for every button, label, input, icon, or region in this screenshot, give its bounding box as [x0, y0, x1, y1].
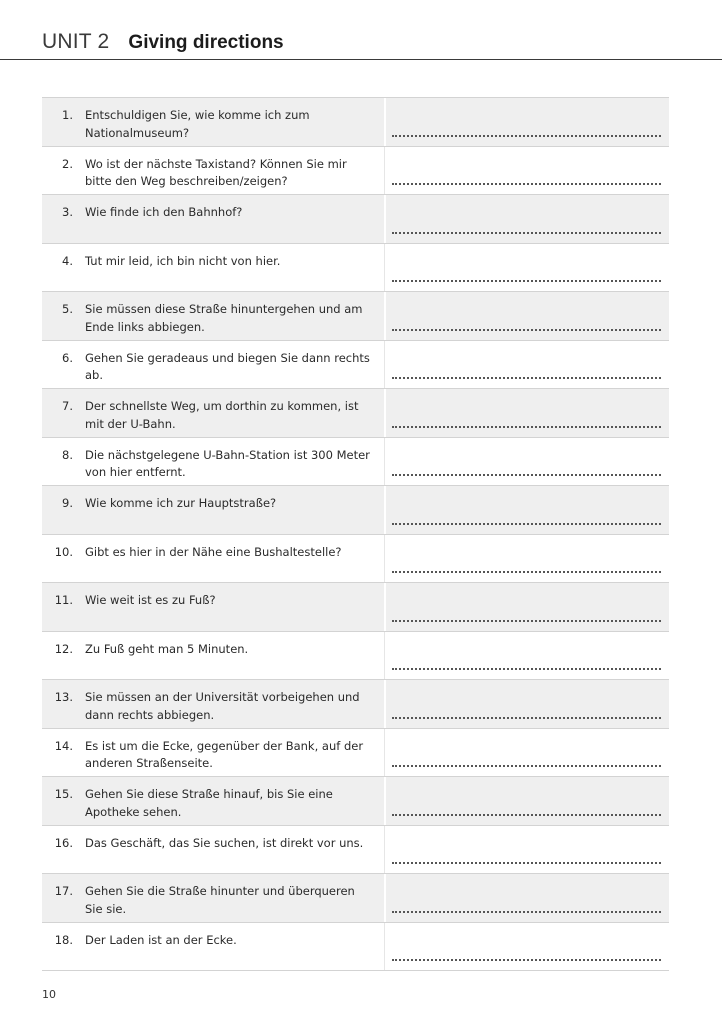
answer-line[interactable]	[392, 765, 661, 767]
column-divider	[384, 583, 386, 631]
exercise-number: 15.	[54, 787, 73, 801]
exercise-row	[42, 680, 669, 729]
exercise-row	[42, 244, 669, 293]
exercise-row	[42, 292, 669, 341]
exercise-row	[42, 874, 669, 923]
exercise-row	[42, 777, 669, 826]
exercise-sentence: Tut mir leid, ich bin nicht von hier.	[85, 253, 281, 268]
answer-line[interactable]	[392, 329, 661, 331]
exercise-number: 6.	[62, 350, 73, 365]
column-divider	[384, 195, 386, 243]
exercise-number: 7.	[62, 399, 73, 413]
exercise-number: 18.	[54, 932, 73, 947]
exercise-row	[42, 583, 669, 632]
answer-line[interactable]	[392, 959, 661, 961]
column-divider	[384, 292, 386, 340]
exercise-number: 17.	[54, 884, 73, 898]
exercise-number: 16.	[54, 835, 73, 850]
exercise-row	[42, 535, 669, 584]
exercise-sentence: Wie finde ich den Bahnhof?	[85, 205, 243, 219]
exercise-row	[42, 341, 669, 390]
exercise-row	[42, 729, 669, 778]
exercise-number: 12.	[54, 641, 73, 656]
exercise-sentence: Das Geschäft, das Sie suchen, ist direkt vor uns.	[85, 835, 364, 850]
exercise-number: 9.	[62, 496, 73, 510]
answer-line[interactable]	[392, 668, 661, 670]
answer-line[interactable]	[392, 717, 661, 719]
exercise-row	[42, 147, 669, 196]
answer-line[interactable]	[392, 426, 661, 428]
exercise-sentence: Der Laden ist an der Ecke.	[85, 932, 237, 947]
column-divider	[384, 777, 386, 825]
exercise-sentence: Es ist um die Ecke, gegenüber der Bank, auf der anderen Straßenseite.	[85, 738, 364, 770]
page-number: 10	[42, 988, 56, 1001]
exercise-number: 4.	[62, 253, 73, 268]
answer-line[interactable]	[392, 183, 661, 185]
exercise-row	[42, 486, 669, 535]
exercise-number: 10.	[54, 544, 73, 559]
answer-line[interactable]	[392, 280, 661, 282]
column-divider	[384, 923, 385, 971]
exercise-row	[42, 389, 669, 438]
column-divider	[384, 147, 385, 195]
exercise-row	[42, 438, 669, 487]
exercise-sentence: Gehen Sie die Straße hinunter und überqueren Sie sie.	[85, 884, 355, 916]
answer-line[interactable]	[392, 523, 661, 525]
column-divider	[384, 244, 385, 292]
exercise-row	[42, 826, 669, 875]
exercise-sentence: Gehen Sie diese Straße hinauf, bis Sie eine Apotheke sehen.	[85, 787, 333, 819]
answer-line[interactable]	[392, 571, 661, 573]
translation-exercise-table	[42, 97, 669, 971]
exercise-sentence: Wie komme ich zur Hauptstraße?	[85, 496, 277, 510]
column-divider	[384, 486, 386, 534]
answer-line[interactable]	[392, 232, 661, 234]
header-rule	[0, 59, 722, 60]
column-divider	[384, 874, 386, 922]
answer-line[interactable]	[392, 135, 661, 137]
exercise-number: 11.	[54, 593, 73, 607]
exercise-sentence: Der schnellste Weg, um dorthin zu kommen, ist mit der U-Bahn.	[85, 399, 359, 431]
exercise-sentence: Die nächstgelegene U-Bahn-Station ist 300 Meter von hier entfernt.	[85, 447, 370, 479]
exercise-number: 8.	[62, 447, 73, 462]
answer-line[interactable]	[392, 911, 661, 913]
exercise-number: 14.	[54, 738, 73, 753]
exercise-sentence: Gehen Sie geradeaus und biegen Sie dann rechts ab.	[85, 350, 370, 382]
unit-title: Giving directions	[128, 32, 284, 53]
exercise-sentence: Sie müssen diese Straße hinuntergehen und am Ende links abbiegen.	[85, 302, 363, 334]
column-divider	[384, 341, 385, 389]
column-divider	[384, 389, 386, 437]
exercise-row	[42, 632, 669, 681]
exercise-row	[42, 195, 669, 244]
unit-label: UNIT 2	[42, 30, 110, 53]
column-divider	[384, 535, 385, 583]
exercise-number: 13.	[54, 690, 73, 704]
answer-line[interactable]	[392, 620, 661, 622]
exercise-number: 3.	[62, 205, 73, 219]
page-header	[42, 30, 284, 60]
column-divider	[384, 729, 385, 777]
answer-line[interactable]	[392, 814, 661, 816]
exercise-row	[42, 98, 669, 147]
column-divider	[384, 632, 385, 680]
exercise-sentence: Entschuldigen Sie, wie komme ich zum Nationalmuseum?	[85, 108, 310, 140]
exercise-number: 1.	[62, 108, 73, 122]
exercise-sentence: Sie müssen an der Universität vorbeigehen und dann rechts abbiegen.	[85, 690, 360, 722]
answer-line[interactable]	[392, 474, 661, 476]
column-divider	[384, 680, 386, 728]
column-divider	[384, 98, 386, 146]
exercise-sentence: Zu Fuß geht man 5 Minuten.	[85, 641, 249, 656]
exercise-sentence: Wie weit ist es zu Fuß?	[85, 593, 216, 607]
column-divider	[384, 826, 385, 874]
answer-line[interactable]	[392, 377, 661, 379]
exercise-number: 2.	[62, 156, 73, 171]
exercise-sentence: Wo ist der nächste Taxistand? Können Sie mir bitte den Weg beschreiben/zeigen?	[85, 156, 347, 188]
exercise-row	[42, 923, 669, 972]
column-divider	[384, 438, 385, 486]
exercise-number: 5.	[62, 302, 73, 316]
answer-line[interactable]	[392, 862, 661, 864]
exercise-sentence: Gibt es hier in der Nähe eine Bushaltestelle?	[85, 544, 342, 559]
